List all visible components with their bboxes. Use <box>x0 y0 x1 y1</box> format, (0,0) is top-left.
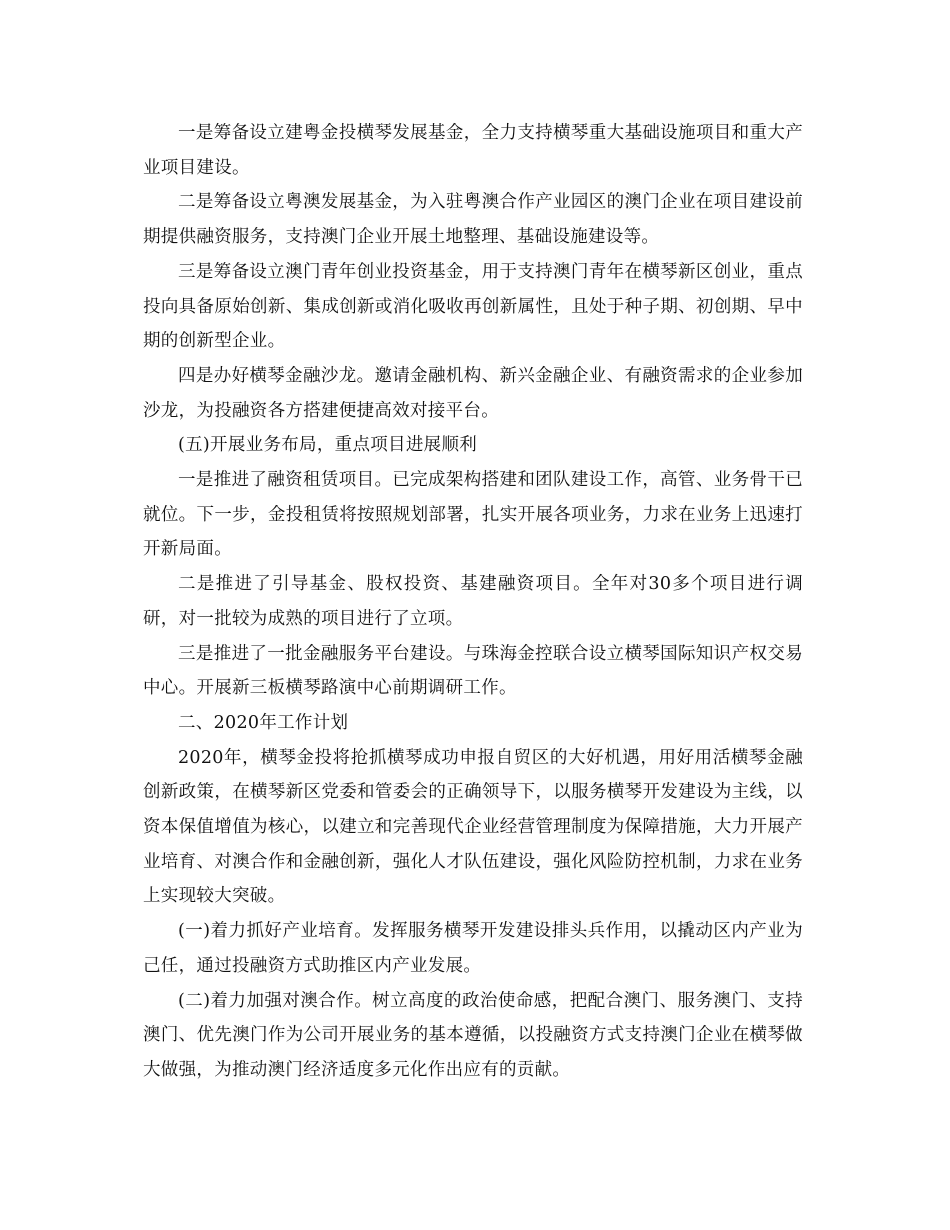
paragraph-service-platform: 三是推进了一批金融服务平台建设。与珠海金控联合设立横琴国际知识产权交易中心。开展新三板横琴路演中心前期调研工作。 <box>143 643 803 699</box>
paragraph-finance-salon: 四是办好横琴金融沙龙。邀请金融机构、新兴金融企业、有融资需求的企业参加沙龙，为投融资各方搭建便捷高效对接平台。 <box>143 365 803 421</box>
paragraph-fund-yuejin: 一是筹备设立建粤金投横琴发展基金，全力支持横琴重大基础设施项目和重大产业项目建设。 <box>143 123 803 178</box>
document-body <box>143 116 803 1088</box>
paragraph-fund-youth: 三是筹备设立澳门青年创业投资基金，用于支持澳门青年在横琴新区创业，重点投向具备原始创新、集成创新或消化吸收再创新属性，且处于种子期、初创期、早中期的创新型企业。 <box>143 261 803 352</box>
paragraph-macao-cooperation: (二)着力加强对澳合作。树立高度的政治使命感，把配合澳门、服务澳门、支持澳门、优先澳门作为公司开展业务的基本遵循，以投融资方式支持澳门企业在横琴做大做强，为推动澳门经济适度多元化作出应有的贡献。 <box>143 990 803 1080</box>
paragraph-leasing-project: 一是推进了融资租赁项目。已完成架构搭建和团队建设工作，高管、业务骨干已就位。下一步，金投租赁将按照规划部署，扎实开展各项业务，力求在业务上迅速打开新局面。 <box>143 470 803 560</box>
section-heading-business-layout: (五)开展业务布局，重点项目进展顺利 <box>178 435 478 456</box>
section-heading-work-plan: 二、2020年工作计划 <box>178 712 349 733</box>
paragraph-industry-cultivation: (一)着力抓好产业培育。发挥服务横琴开发建设排头兵作用，以撬动区内产业为己任，通过投融资方式助推区内产业发展。 <box>143 921 803 976</box>
paragraph-guidance-fund: 二是推进了引导基金、股权投资、基建融资项目。全年对30多个项目进行调研，对一批较为成熟的项目进行了立项。 <box>143 574 803 629</box>
paragraph-plan-overview: 2020年，横琴金投将抢抓横琴成功申报自贸区的大好机遇，用好用活横琴金融创新政策，在横琴新区党委和管委会的正确领导下，以服务横琴开发建设为主线，以资本保值增值为核心，以建立和完善现代企业经营管理制度为保障措施，大力开展产业培育、对澳合作和金融创新，强化人才队伍建设，强化风险防控机制，力求在业务上实现较大突破。 <box>143 747 803 907</box>
paragraph-fund-yueao: 二是筹备设立粤澳发展基金，为入驻粤澳合作产业园区的澳门企业在项目建设前期提供融资服务，支持澳门企业开展土地整理、基础设施建设等。 <box>143 192 803 248</box>
